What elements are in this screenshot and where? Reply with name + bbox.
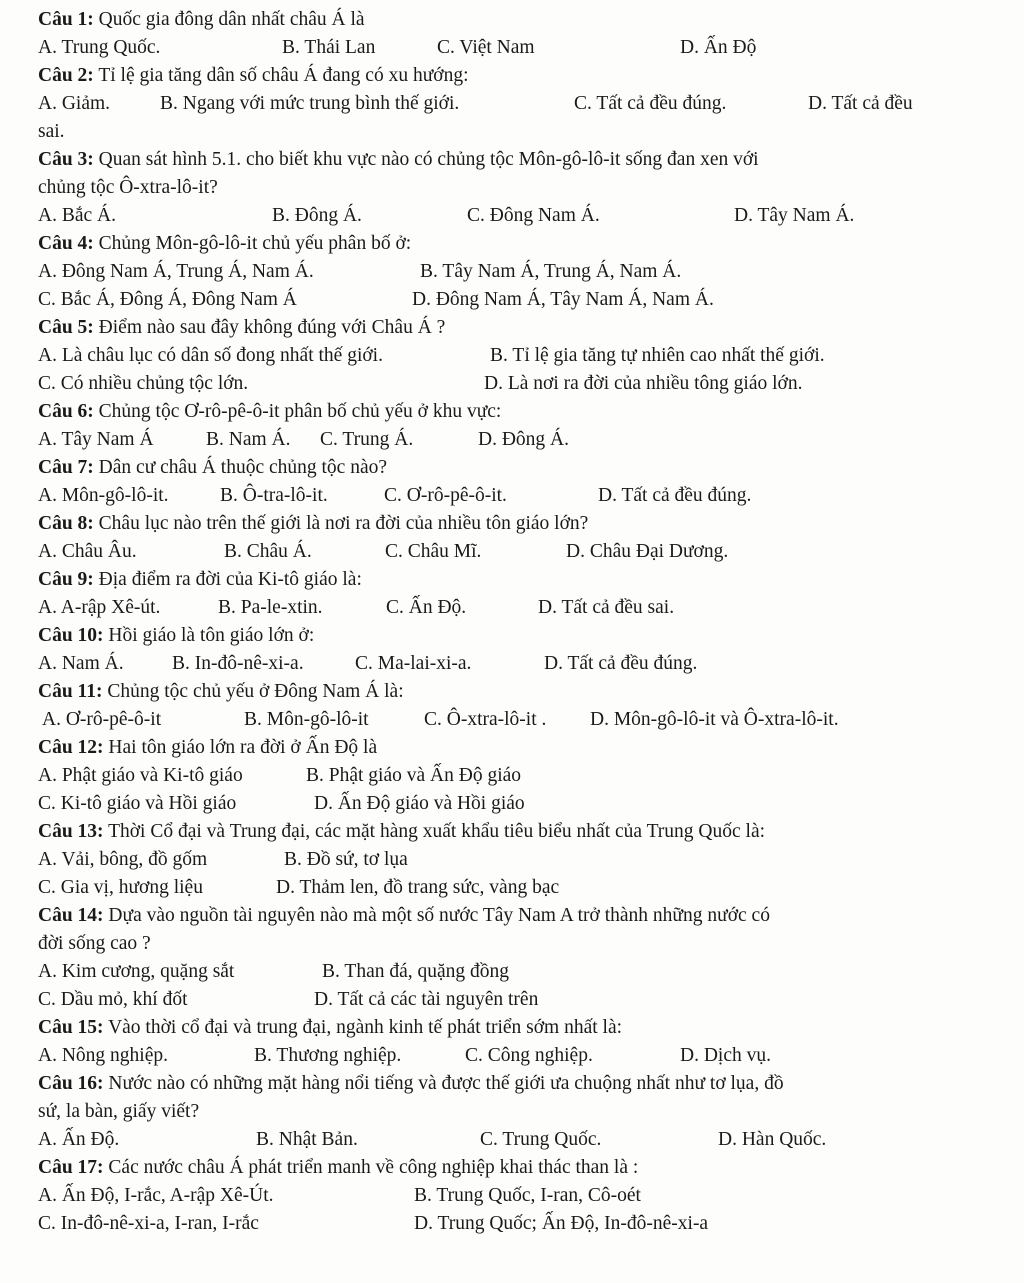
option-b: B. Môn-gô-lô-it bbox=[244, 709, 369, 730]
options-row bbox=[0, 1126, 1024, 1154]
option-b: B. Phật giáo và Ấn Độ giáo bbox=[306, 765, 522, 786]
option-b: B. In-đô-nê-xi-a. bbox=[172, 653, 304, 674]
option-d: D. Hàn Quốc. bbox=[718, 1129, 827, 1150]
options-row bbox=[0, 90, 1024, 118]
question-11 bbox=[38, 678, 1024, 706]
question-number: Câu 12: bbox=[38, 737, 104, 758]
option-b: B. Ô-tra-lô-it. bbox=[220, 485, 328, 506]
option-b: B. Trung Quốc, I-ran, Cô-oét bbox=[414, 1185, 641, 1206]
question-number: Câu 9: bbox=[38, 569, 94, 590]
option-b: B. Đông Á. bbox=[272, 205, 362, 226]
question-6 bbox=[38, 398, 1024, 426]
option-b: B. Nam Á. bbox=[206, 429, 291, 450]
question-7 bbox=[38, 454, 1024, 482]
question-text: Chủng tộc Ơ-rô-pê-ô-it phân bố chủ yếu ở khu vực: bbox=[93, 401, 502, 422]
question-number: Câu 7: bbox=[38, 457, 94, 478]
question-9 bbox=[38, 566, 1024, 594]
option-c: C. Châu Mĩ. bbox=[385, 541, 482, 562]
option-a: A. Tây Nam Á bbox=[38, 429, 154, 450]
question-10 bbox=[38, 622, 1024, 650]
option-a: A. Trung Quốc. bbox=[38, 37, 161, 58]
options-row bbox=[0, 202, 1024, 230]
option-b: B. Tây Nam Á, Trung Á, Nam Á. bbox=[420, 261, 682, 282]
question-text: Nước nào có những mặt hàng nổi tiếng và được thế giới ưa chuộng nhất như tơ lụa, đồ bbox=[103, 1073, 784, 1094]
option-a: A. Nông nghiệp. bbox=[38, 1045, 168, 1066]
question-2 bbox=[38, 62, 1024, 90]
question-text: Dân cư châu Á thuộc chủng tộc nào? bbox=[93, 457, 388, 478]
option-a: A. Nam Á. bbox=[38, 653, 124, 674]
question-1 bbox=[38, 6, 1024, 34]
option-d: D. Tất cả đều đúng. bbox=[598, 485, 752, 506]
options-row bbox=[0, 426, 1024, 454]
option-d: D. Ấn Độ bbox=[680, 37, 757, 58]
option-a: A. Môn-gô-lô-it. bbox=[38, 485, 169, 506]
options-row bbox=[0, 482, 1024, 510]
option-continuation: sai. bbox=[38, 121, 65, 142]
question-number: Câu 5: bbox=[38, 317, 94, 338]
question-text: Hai tôn giáo lớn ra đời ở Ấn Độ là bbox=[103, 737, 378, 758]
option-a: A. Ơ-rô-pê-ô-it bbox=[42, 709, 162, 730]
options-row bbox=[0, 1210, 1024, 1238]
option-d: D. Châu Đại Dương. bbox=[566, 541, 729, 562]
question-text-cont: đời sống cao ? bbox=[38, 933, 151, 954]
question-number: Câu 6: bbox=[38, 401, 94, 422]
options-row bbox=[0, 762, 1024, 790]
option-b: B. Pa-le-xtin. bbox=[218, 597, 323, 618]
question-text: Châu lục nào trên thế giới là nơi ra đời của nhiều tôn giáo lớn? bbox=[93, 513, 589, 534]
question-16 bbox=[38, 1070, 1024, 1098]
question-number: Câu 4: bbox=[38, 233, 94, 254]
question-text: Địa điểm ra đời của Ki-tô giáo là: bbox=[93, 569, 362, 590]
option-b: B. Châu Á. bbox=[224, 541, 312, 562]
option-a: A. Phật giáo và Ki-tô giáo bbox=[38, 765, 243, 786]
option-d: D. Đông Á. bbox=[478, 429, 569, 450]
option-d: D. Thảm len, đồ trang sức, vàng bạc bbox=[276, 877, 560, 898]
options-row bbox=[0, 370, 1024, 398]
question-14 bbox=[38, 902, 1024, 930]
option-c: C. Ơ-rô-pê-ô-it. bbox=[384, 485, 507, 506]
option-d: D. Là nơi ra đời của nhiều tông giáo lớn. bbox=[484, 373, 803, 394]
option-a: A. Kim cương, quặng sắt bbox=[38, 961, 235, 982]
option-a: A. Là châu lục có dân số đong nhất thế giới. bbox=[38, 345, 383, 366]
question-5 bbox=[38, 314, 1024, 342]
option-a: A. Ấn Độ, I-rắc, A-rập Xê-Út. bbox=[38, 1185, 274, 1206]
options-row bbox=[0, 650, 1024, 678]
question-13 bbox=[38, 818, 1024, 846]
options-row bbox=[0, 594, 1024, 622]
option-d: D. Tất cả đều đúng. bbox=[544, 653, 698, 674]
question-text: Tỉ lệ gia tăng dân số châu Á đang có xu hướng: bbox=[93, 65, 469, 86]
option-c: C. Có nhiều chủng tộc lớn. bbox=[38, 373, 249, 394]
option-c: C. Dầu mỏ, khí đốt bbox=[38, 989, 188, 1010]
option-a: A. Đông Nam Á, Trung Á, Nam Á. bbox=[38, 261, 314, 282]
question-text: Thời Cổ đại và Trung đại, các mặt hàng xuất khẩu tiêu biểu nhất của Trung Quốc là: bbox=[103, 821, 766, 842]
options-row bbox=[0, 342, 1024, 370]
options-row bbox=[0, 846, 1024, 874]
option-d: D. Đông Nam Á, Tây Nam Á, Nam Á. bbox=[412, 289, 714, 310]
options-row bbox=[0, 1182, 1024, 1210]
option-c: C. Trung Quốc. bbox=[480, 1129, 602, 1150]
question-text-cont: chủng tộc Ô-xtra-lô-it? bbox=[38, 177, 218, 198]
option-c: C. Tất cả đều đúng. bbox=[574, 93, 727, 114]
question-number: Câu 13: bbox=[38, 821, 104, 842]
question-text: Vào thời cổ đại và trung đại, ngành kinh tế phát triển sớm nhất là: bbox=[103, 1017, 623, 1038]
option-d: D. Tây Nam Á. bbox=[734, 205, 855, 226]
option-a: A. Bắc Á. bbox=[38, 205, 116, 226]
option-d: D. Tất cả đều sai. bbox=[538, 597, 675, 618]
option-c: C. Trung Á. bbox=[320, 429, 414, 450]
question-text: Chủng Môn-gô-lô-it chủ yếu phân bố ở: bbox=[93, 233, 412, 254]
option-c: C. Bắc Á, Đông Á, Đông Nam Á bbox=[38, 289, 297, 310]
question-text-cont: sứ, la bàn, giấy viết? bbox=[38, 1101, 200, 1122]
option-a: A. Giảm. bbox=[38, 93, 111, 114]
option-a: A. Ấn Độ. bbox=[38, 1129, 120, 1150]
option-a: A. Châu Âu. bbox=[38, 541, 137, 562]
option-b: B. Đồ sứ, tơ lụa bbox=[284, 849, 408, 870]
option-d: D. Tất cả các tài nguyên trên bbox=[314, 989, 539, 1010]
question-number: Câu 1: bbox=[38, 9, 94, 30]
option-b: B. Tỉ lệ gia tăng tự nhiên cao nhất thế giới. bbox=[490, 345, 825, 366]
question-text: Chủng tộc chủ yếu ở Đông Nam Á là: bbox=[102, 681, 404, 702]
options-row bbox=[0, 790, 1024, 818]
option-b: B. Than đá, quặng đồng bbox=[322, 961, 510, 982]
option-b: B. Thái Lan bbox=[282, 37, 376, 58]
question-17 bbox=[38, 1154, 1024, 1182]
question-number: Câu 15: bbox=[38, 1017, 104, 1038]
option-c: C. Công nghiệp. bbox=[465, 1045, 593, 1066]
options-row bbox=[0, 1042, 1024, 1070]
question-number: Câu 17: bbox=[38, 1157, 104, 1178]
question-number: Câu 16: bbox=[38, 1073, 104, 1094]
option-a: A. A-rập Xê-út. bbox=[38, 597, 161, 618]
question-text: Quan sát hình 5.1. cho biết khu vực nào có chủng tộc Môn-gô-lô-it sống đan xen với bbox=[93, 149, 759, 170]
question-15 bbox=[38, 1014, 1024, 1042]
question-text: Hồi giáo là tôn giáo lớn ở: bbox=[103, 625, 315, 646]
options-row bbox=[0, 706, 1024, 734]
option-a: A. Vải, bông, đồ gốm bbox=[38, 849, 208, 870]
option-c: C. Ki-tô giáo và Hồi giáo bbox=[38, 793, 237, 814]
option-d: D. Tất cả đều bbox=[808, 93, 913, 114]
options-row bbox=[0, 538, 1024, 566]
option-c: C. Ô-xtra-lô-it . bbox=[424, 709, 547, 730]
question-text: Dựa vào nguồn tài nguyên nào mà một số nước Tây Nam A trở thành những nước có bbox=[103, 905, 770, 926]
option-c: C. Ấn Độ. bbox=[386, 597, 467, 618]
question-text: Điểm nào sau đây không đúng với Châu Á ? bbox=[93, 317, 446, 338]
question-number: Câu 3: bbox=[38, 149, 94, 170]
question-3 bbox=[38, 146, 1024, 174]
option-b: B. Ngang với mức trung bình thế giới. bbox=[160, 93, 460, 114]
question-12 bbox=[38, 734, 1024, 762]
question-8 bbox=[38, 510, 1024, 538]
question-number: Câu 10: bbox=[38, 625, 104, 646]
option-c: C. In-đô-nê-xi-a, I-ran, I-rắc bbox=[38, 1213, 259, 1234]
question-number: Câu 8: bbox=[38, 513, 94, 534]
option-b: B. Nhật Bản. bbox=[256, 1129, 358, 1150]
option-c: C. Ma-lai-xi-a. bbox=[355, 653, 472, 674]
question-number: Câu 14: bbox=[38, 905, 104, 926]
option-c: C. Đông Nam Á. bbox=[467, 205, 600, 226]
question-number: Câu 2: bbox=[38, 65, 94, 86]
options-row bbox=[0, 286, 1024, 314]
options-row bbox=[0, 258, 1024, 286]
option-d: D. Trung Quốc; Ấn Độ, In-đô-nê-xi-a bbox=[414, 1213, 709, 1234]
options-row bbox=[0, 958, 1024, 986]
option-c: C. Gia vị, hương liệu bbox=[38, 877, 203, 898]
option-c: C. Việt Nam bbox=[437, 37, 535, 58]
question-text: Các nước châu Á phát triển manh về công nghiệp khai thác than là : bbox=[103, 1157, 639, 1178]
options-row bbox=[0, 34, 1024, 62]
option-d: D. Môn-gô-lô-it và Ô-xtra-lô-it. bbox=[590, 709, 839, 730]
options-row bbox=[0, 874, 1024, 902]
question-number: Câu 11: bbox=[38, 681, 103, 702]
options-row bbox=[0, 986, 1024, 1014]
option-b: B. Thương nghiệp. bbox=[254, 1045, 402, 1066]
question-4 bbox=[38, 230, 1024, 258]
option-d: D. Dịch vụ. bbox=[680, 1045, 771, 1066]
option-d: D. Ấn Độ giáo và Hồi giáo bbox=[314, 793, 525, 814]
question-text: Quốc gia đông dân nhất châu Á là bbox=[93, 9, 365, 30]
